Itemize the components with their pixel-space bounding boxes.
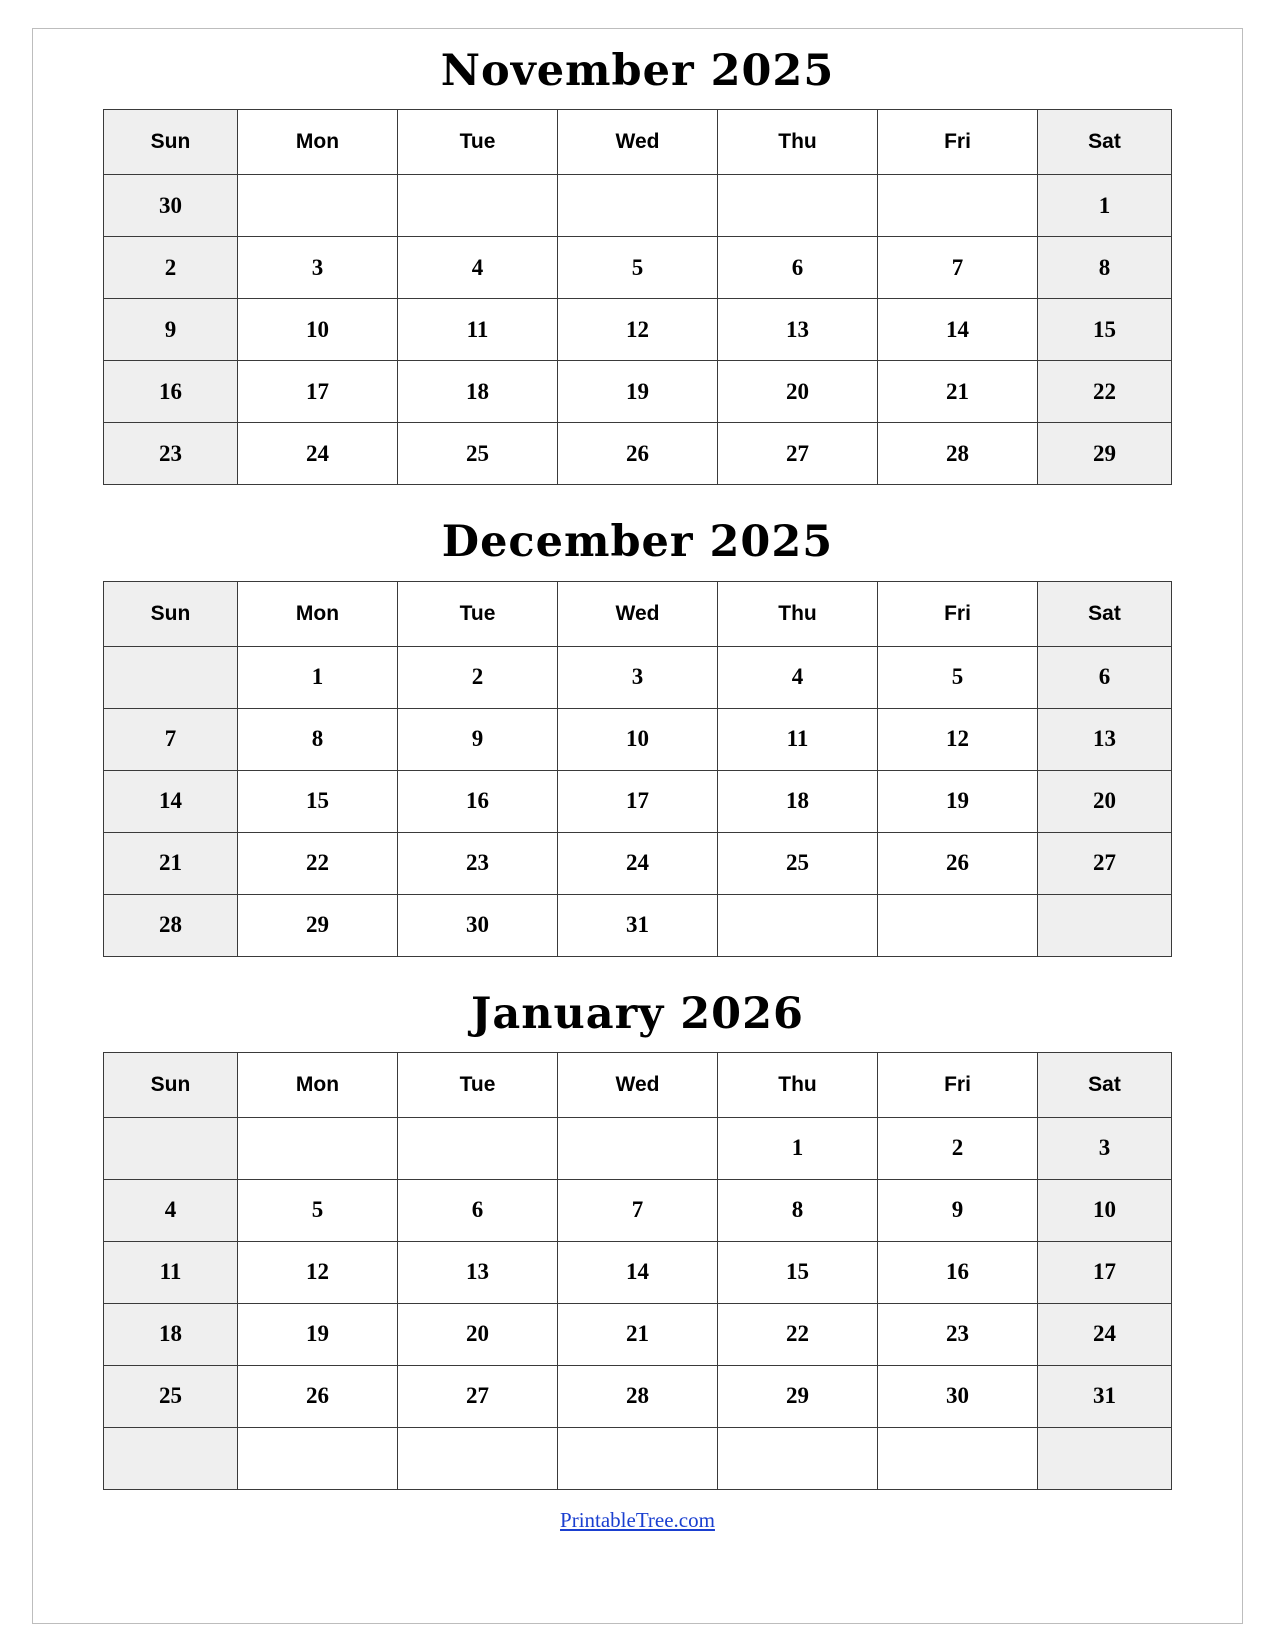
day-cell[interactable]	[558, 175, 718, 237]
day-cell[interactable]: 3	[1038, 1117, 1172, 1179]
day-cell[interactable]: 5	[238, 1179, 398, 1241]
weekday-header-row	[104, 1052, 1172, 1117]
day-cell[interactable]: 10	[1038, 1179, 1172, 1241]
day-cell[interactable]: 18	[398, 361, 558, 423]
month-grid-december	[103, 581, 1172, 957]
day-cell[interactable]: 9	[398, 708, 558, 770]
day-cell[interactable]: 27	[398, 1365, 558, 1427]
day-cell[interactable]	[1038, 1427, 1172, 1489]
day-cell[interactable]: 24	[558, 832, 718, 894]
weekday-mon: Mon	[238, 581, 398, 646]
weekday-wed: Wed	[558, 1052, 718, 1117]
day-cell[interactable]: 8	[238, 708, 398, 770]
week-row	[104, 175, 1172, 237]
day-cell[interactable]	[718, 894, 878, 956]
week-row	[104, 770, 1172, 832]
day-cell[interactable]	[104, 1427, 238, 1489]
week-row	[104, 646, 1172, 708]
day-cell[interactable]	[398, 1117, 558, 1179]
weekday-fri: Fri	[878, 581, 1038, 646]
day-cell[interactable]: 22	[238, 832, 398, 894]
day-cell[interactable]: 10	[558, 708, 718, 770]
day-cell[interactable]: 16	[878, 1241, 1038, 1303]
day-cell[interactable]: 5	[558, 237, 718, 299]
day-cell[interactable]: 6	[398, 1179, 558, 1241]
day-cell[interactable]: 9	[878, 1179, 1038, 1241]
day-cell[interactable]: 20	[718, 361, 878, 423]
week-row	[104, 832, 1172, 894]
printabletree-link[interactable]: PrintableTree.com	[560, 1507, 715, 1532]
weekday-fri: Fri	[878, 1052, 1038, 1117]
day-cell[interactable]: 17	[238, 361, 398, 423]
day-cell[interactable]: 13	[1038, 708, 1172, 770]
day-cell[interactable]: 31	[558, 894, 718, 956]
day-cell[interactable]: 23	[398, 832, 558, 894]
day-cell[interactable]	[104, 646, 238, 708]
day-cell[interactable]: 23	[878, 1303, 1038, 1365]
day-cell[interactable]	[558, 1117, 718, 1179]
day-cell[interactable]: 25	[398, 423, 558, 485]
week-row	[104, 1179, 1172, 1241]
day-cell[interactable]: 4	[398, 237, 558, 299]
weekday-tue: Tue	[398, 581, 558, 646]
day-cell[interactable]: 27	[1038, 832, 1172, 894]
day-cell[interactable]: 15	[718, 1241, 878, 1303]
day-cell[interactable]: 18	[104, 1303, 238, 1365]
day-cell[interactable]: 16	[104, 361, 238, 423]
day-cell[interactable]	[718, 175, 878, 237]
day-cell[interactable]: 7	[878, 237, 1038, 299]
day-cell[interactable]	[238, 175, 398, 237]
day-cell[interactable]: 28	[878, 423, 1038, 485]
week-row	[104, 1303, 1172, 1365]
day-cell[interactable]: 4	[104, 1179, 238, 1241]
day-cell[interactable]: 21	[558, 1303, 718, 1365]
day-cell[interactable]	[104, 1117, 238, 1179]
day-cell[interactable]: 19	[878, 770, 1038, 832]
day-cell[interactable]: 8	[718, 1179, 878, 1241]
month-title: November 2025	[440, 46, 835, 96]
day-cell[interactable]: 28	[558, 1365, 718, 1427]
week-row	[104, 361, 1172, 423]
day-cell[interactable]: 30	[878, 1365, 1038, 1427]
day-cell[interactable]: 30	[104, 175, 238, 237]
weekday-header-row	[104, 581, 1172, 646]
day-cell[interactable]: 18	[718, 770, 878, 832]
week-row	[104, 237, 1172, 299]
week-row	[104, 299, 1172, 361]
day-cell[interactable]: 13	[718, 299, 878, 361]
month-block-november	[92, 48, 1184, 485]
month-title: January 2026	[471, 988, 804, 1039]
day-cell[interactable]: 12	[558, 299, 718, 361]
day-cell[interactable]: 23	[104, 423, 238, 485]
day-cell[interactable]: 6	[718, 237, 878, 299]
day-cell[interactable]: 25	[104, 1365, 238, 1427]
day-cell[interactable]: 6	[1038, 646, 1172, 708]
day-cell[interactable]	[398, 1427, 558, 1489]
weekday-wed: Wed	[558, 110, 718, 175]
day-cell[interactable]: 11	[398, 299, 558, 361]
day-cell[interactable]: 22	[718, 1303, 878, 1365]
day-cell[interactable]: 30	[398, 894, 558, 956]
month-grid-november	[103, 109, 1172, 485]
day-cell[interactable]: 13	[398, 1241, 558, 1303]
day-cell[interactable]: 1	[1038, 175, 1172, 237]
month-grid-january	[103, 1052, 1172, 1490]
week-row	[104, 1117, 1172, 1179]
day-cell[interactable]: 16	[398, 770, 558, 832]
day-cell[interactable]: 3	[238, 237, 398, 299]
day-cell[interactable]: 19	[238, 1303, 398, 1365]
day-cell[interactable]: 1	[238, 646, 398, 708]
weekday-tue: Tue	[398, 1052, 558, 1117]
day-cell[interactable]: 17	[1038, 1241, 1172, 1303]
day-cell[interactable]: 17	[558, 770, 718, 832]
week-row	[104, 1365, 1172, 1427]
day-cell[interactable]	[878, 1427, 1038, 1489]
month-block-december	[92, 519, 1184, 956]
weekday-header-row	[104, 110, 1172, 175]
weekday-sun: Sun	[104, 581, 238, 646]
day-cell[interactable]: 21	[878, 361, 1038, 423]
weekday-thu: Thu	[718, 1052, 878, 1117]
weekday-fri: Fri	[878, 110, 1038, 175]
day-cell[interactable]: 9	[104, 299, 238, 361]
day-cell[interactable]: 24	[1038, 1303, 1172, 1365]
day-cell[interactable]: 29	[238, 894, 398, 956]
day-cell[interactable]: 4	[718, 646, 878, 708]
day-cell[interactable]: 1	[718, 1117, 878, 1179]
day-cell[interactable]: 14	[104, 770, 238, 832]
day-cell[interactable]: 29	[718, 1365, 878, 1427]
day-cell[interactable]: 5	[878, 646, 1038, 708]
day-cell[interactable]: 26	[238, 1365, 398, 1427]
weekday-sat: Sat	[1038, 1052, 1172, 1117]
week-row	[104, 1427, 1172, 1489]
day-cell[interactable]: 2	[398, 646, 558, 708]
day-cell[interactable]	[238, 1117, 398, 1179]
weekday-mon: Mon	[238, 1052, 398, 1117]
calendar-content	[92, 48, 1184, 1533]
weekday-sun: Sun	[104, 1052, 238, 1117]
day-cell[interactable]: 22	[1038, 361, 1172, 423]
weekday-sat: Sat	[1038, 581, 1172, 646]
day-cell[interactable]: 2	[104, 237, 238, 299]
day-cell[interactable]: 11	[718, 708, 878, 770]
day-cell[interactable]: 21	[104, 832, 238, 894]
week-row	[104, 894, 1172, 956]
weekday-mon: Mon	[238, 110, 398, 175]
day-cell[interactable]: 14	[878, 299, 1038, 361]
day-cell[interactable]: 8	[1038, 237, 1172, 299]
footer	[92, 1508, 1184, 1533]
day-cell[interactable]: 3	[558, 646, 718, 708]
day-cell[interactable]: 28	[104, 894, 238, 956]
day-cell[interactable]: 24	[238, 423, 398, 485]
day-cell[interactable]	[718, 1427, 878, 1489]
month-block-january	[92, 988, 1184, 1490]
week-row	[104, 708, 1172, 770]
day-cell[interactable]	[558, 1427, 718, 1489]
day-cell[interactable]: 11	[104, 1241, 238, 1303]
day-cell[interactable]: 31	[1038, 1365, 1172, 1427]
day-cell[interactable]: 20	[398, 1303, 558, 1365]
day-cell[interactable]: 15	[238, 770, 398, 832]
day-cell[interactable]	[878, 175, 1038, 237]
weekday-thu: Thu	[718, 581, 878, 646]
week-row	[104, 423, 1172, 485]
day-cell[interactable]: 25	[718, 832, 878, 894]
day-cell[interactable]: 20	[1038, 770, 1172, 832]
day-cell[interactable]	[1038, 894, 1172, 956]
day-cell[interactable]: 7	[558, 1179, 718, 1241]
day-cell[interactable]: 2	[878, 1117, 1038, 1179]
day-cell[interactable]: 27	[718, 423, 878, 485]
day-cell[interactable]: 26	[878, 832, 1038, 894]
day-cell[interactable]: 7	[104, 708, 238, 770]
day-cell[interactable]: 14	[558, 1241, 718, 1303]
day-cell[interactable]: 15	[1038, 299, 1172, 361]
day-cell[interactable]	[398, 175, 558, 237]
day-cell[interactable]	[238, 1427, 398, 1489]
weekday-tue: Tue	[398, 110, 558, 175]
day-cell[interactable]: 12	[878, 708, 1038, 770]
day-cell[interactable]: 26	[558, 423, 718, 485]
day-cell[interactable]: 29	[1038, 423, 1172, 485]
week-row	[104, 1241, 1172, 1303]
weekday-sun: Sun	[104, 110, 238, 175]
day-cell[interactable]	[878, 894, 1038, 956]
weekday-wed: Wed	[558, 581, 718, 646]
day-cell[interactable]: 10	[238, 299, 398, 361]
weekday-thu: Thu	[718, 110, 878, 175]
month-title: December 2025	[441, 517, 834, 568]
day-cell[interactable]: 19	[558, 361, 718, 423]
weekday-sat: Sat	[1038, 110, 1172, 175]
day-cell[interactable]: 12	[238, 1241, 398, 1303]
